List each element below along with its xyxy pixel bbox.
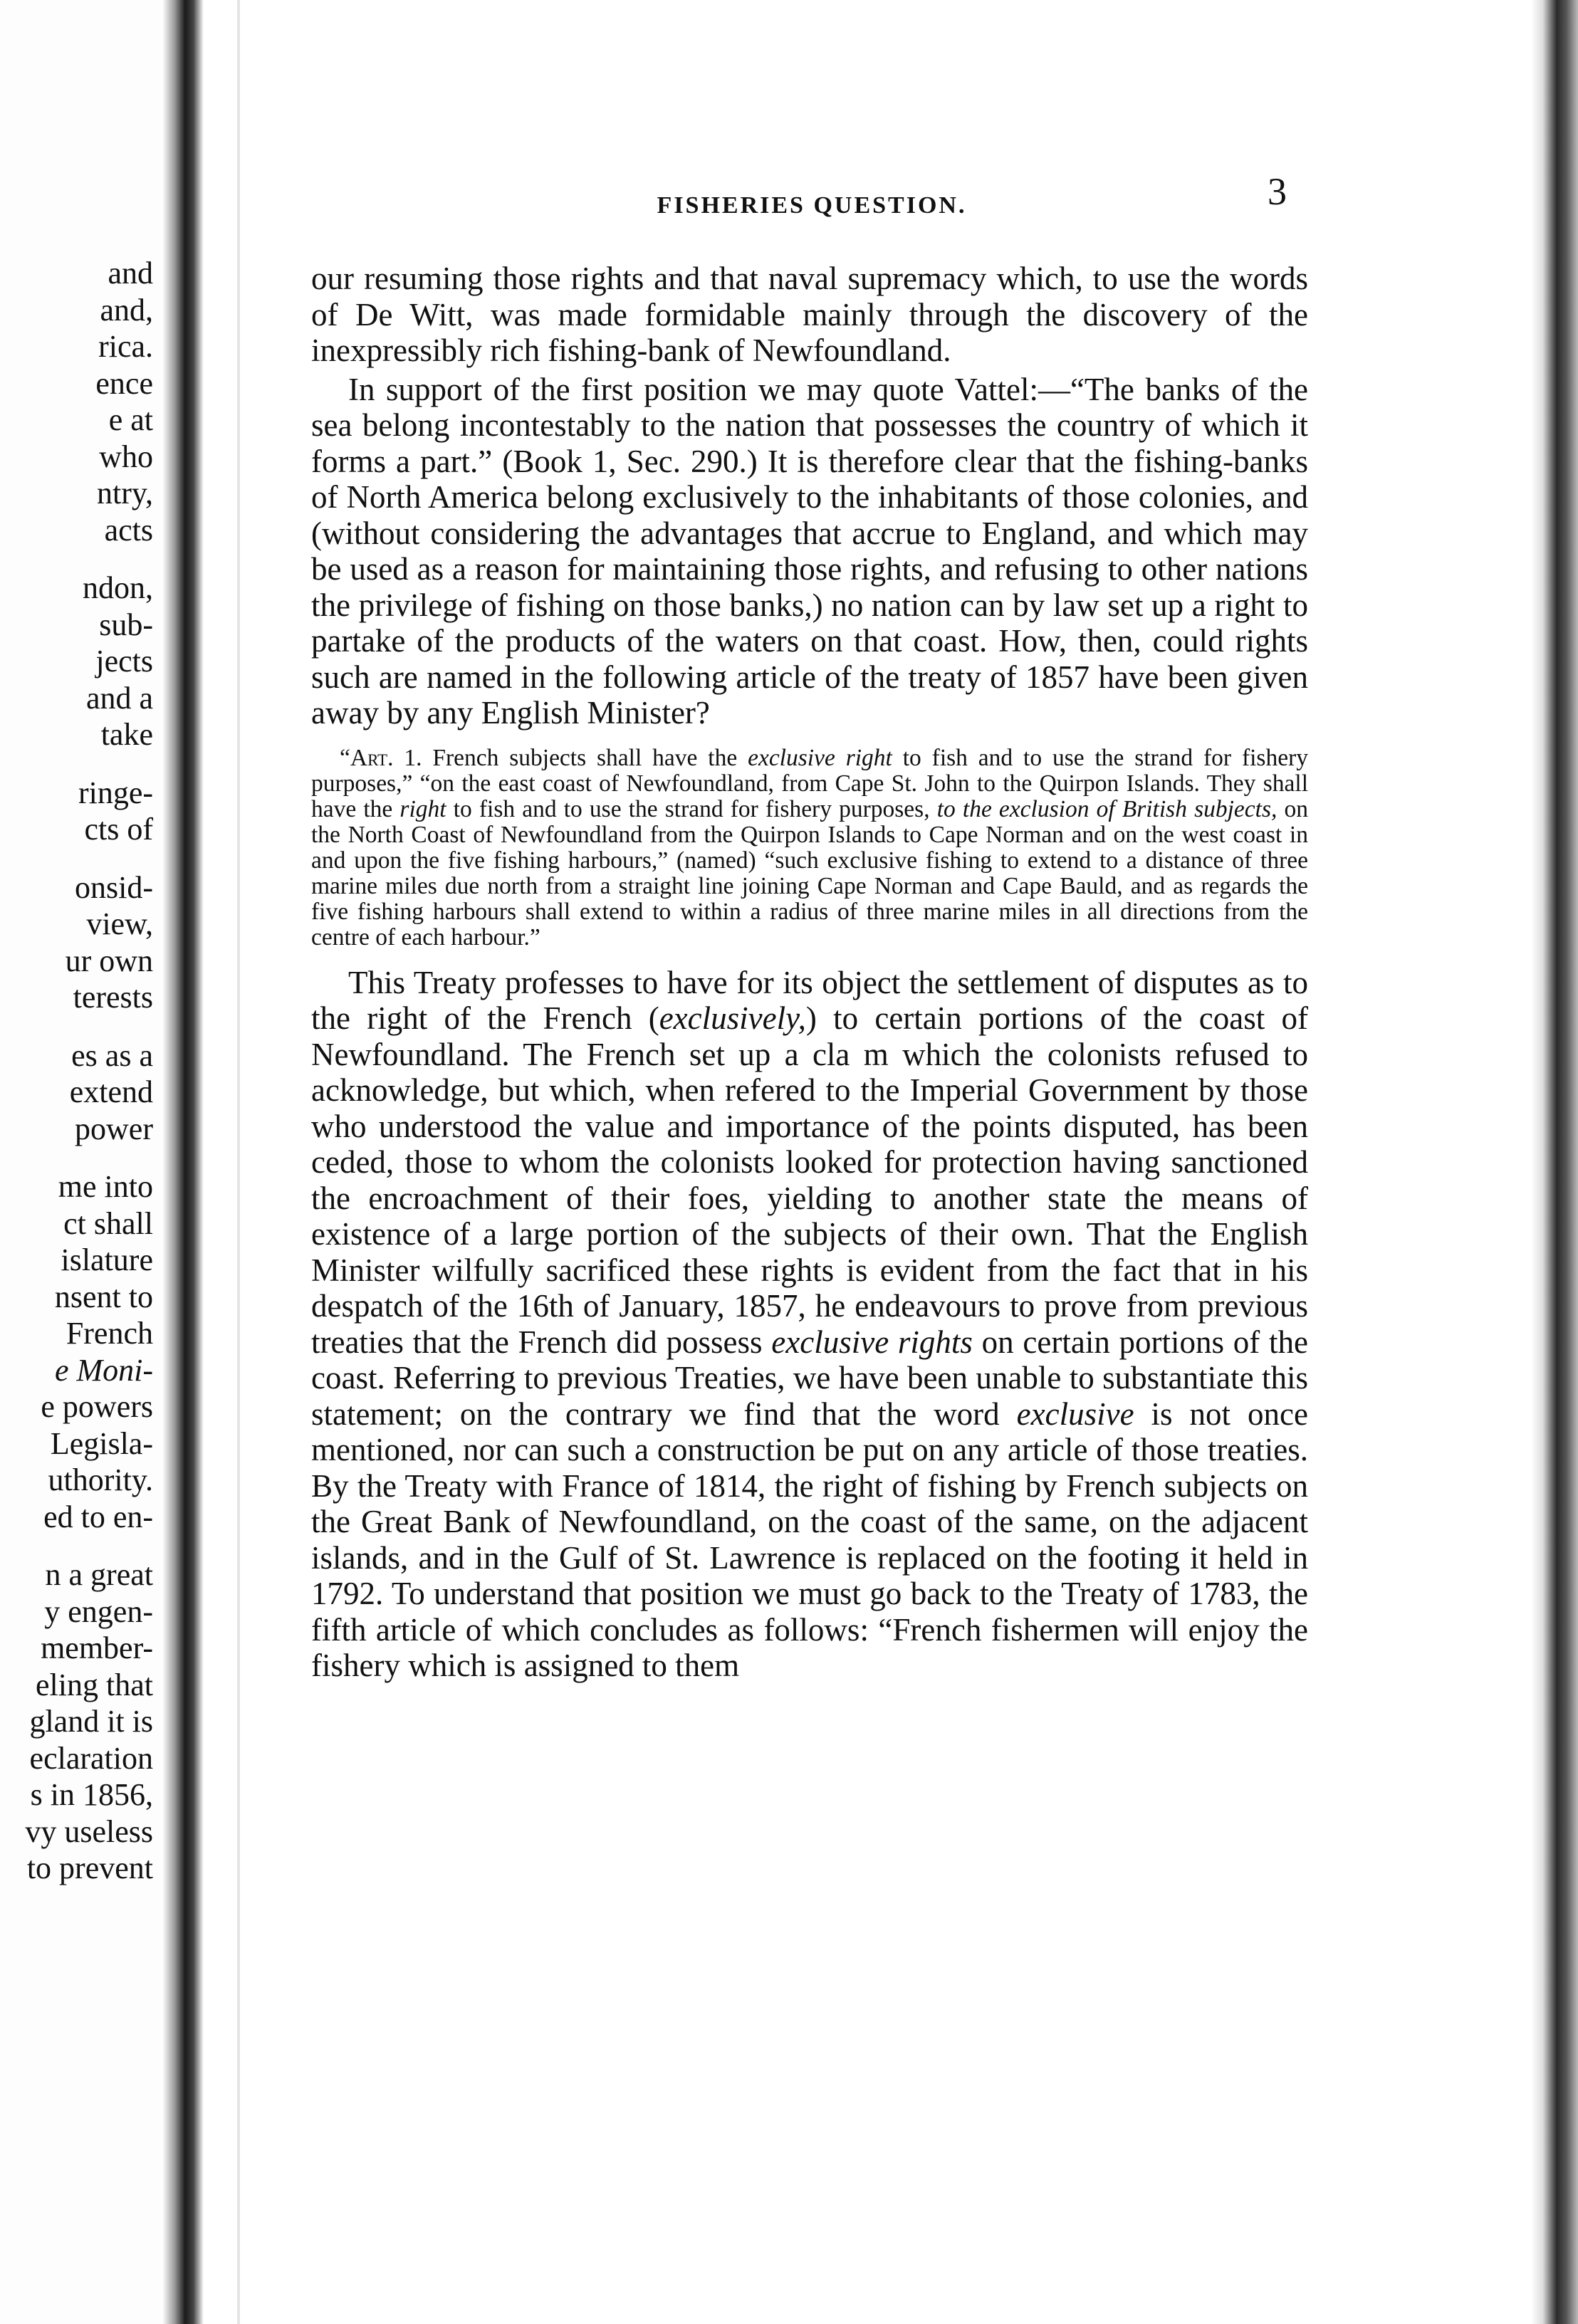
treaty-quote bbox=[311, 745, 1308, 951]
left-fragment-line: who bbox=[99, 439, 153, 474]
left-fragment-line: e powers bbox=[41, 1389, 153, 1424]
right-page-edge bbox=[1531, 0, 1578, 2324]
left-fragment-gap bbox=[0, 1016, 153, 1037]
paragraph-segment: ) to certain portions of the coast of Newfoundland. The French set up a cla m which the colonists refused to acknowledge, but which, when refered to the Imperial Government by those who understood the value and importance of the points disputed, has been ceded, those to whom the colonists looked for protection having sanctioned the encroachment of their foes, yielding to another state the means of existence of a large portion of the subjects of their own. That the English Minister wilfully sacrificed these rights is evident from the fact that in his despatch of the 16th of January, 1857, he endeavours to prove from previous treaties that the French did possess bbox=[311, 1000, 1309, 1360]
paragraph-emphasis: exclusive rights bbox=[771, 1324, 973, 1360]
main-text bbox=[311, 261, 1308, 1684]
left-fragment-line: extend bbox=[69, 1074, 153, 1109]
paragraph-segment: is not once mentioned, nor can such a construction be put on any article of those treaties. By the Treaty with France of 1814, the right of fishing by French subjects on the Great Bank of Newfoundland, on the coast of the same, on the adjacent islands, and in the Gulf of St. Lawrence is replaced on the footing it held in 1792. To understand that position we must go back to the Treaty of 1783, the fifth article of which concludes as follows: “French fishermen will enjoy the fishery which is assigned to them bbox=[311, 1396, 1309, 1683]
left-fragment-line: rica. bbox=[98, 329, 153, 364]
left-fragment-line: nsent to bbox=[54, 1279, 153, 1314]
left-fragment-line: e Moni- bbox=[54, 1352, 153, 1388]
quote-emphasis: exclusive right bbox=[748, 744, 892, 771]
left-fragment-line: uthority. bbox=[48, 1462, 153, 1497]
left-fragment-line: me into bbox=[58, 1169, 153, 1204]
left-fragment-line: n a great bbox=[45, 1557, 153, 1592]
page-number: 3 bbox=[1268, 170, 1287, 213]
paragraph-emphasis: exclusive bbox=[1016, 1396, 1134, 1432]
left-fragment-line: gland it is bbox=[29, 1704, 153, 1739]
page-fold-line bbox=[237, 0, 240, 2324]
left-fragment-line: ence bbox=[95, 365, 153, 401]
left-fragment-gap bbox=[0, 548, 153, 570]
quote-emphasis: to the exclusion of British subjects, bbox=[936, 795, 1277, 822]
left-fragment-gap bbox=[0, 1147, 153, 1168]
left-fragment-gap bbox=[0, 848, 153, 869]
book-gutter-shadow bbox=[162, 0, 204, 2324]
left-fragment-line: ur own bbox=[65, 943, 153, 978]
left-fragment-line: member- bbox=[41, 1631, 153, 1665]
quote-segment: French subjects shall have the bbox=[422, 744, 748, 771]
quote-emphasis: right bbox=[399, 795, 446, 822]
left-fragment-line: terests bbox=[73, 980, 153, 1015]
quote-segment: on the North Coast of Newfoundland from the Quirpon Islands to Cape Norman and on the west coast in and upon the five fishing harbours,” (named) “such exclusive fishing to extend to a distance of three marine miles due north from a straight line joining Cape Norman and Cape Bauld, and as regards the five fishing harbours shall extend to within a radius of three marine miles in all directions from the centre of each harbour.” bbox=[311, 795, 1309, 951]
paragraph-segment: on certain portions of the coast. Referring to previous Treaties, we have been unable to substantiate this statement; on the contrary we find that the word bbox=[311, 1324, 1308, 1432]
left-fragment-line: eling that bbox=[36, 1667, 153, 1702]
paragraph-2: In support of the first position we may quote Vattel:—“The banks of the sea belong incontestably to the nation that possesses the country of which it forms a part.” (Book 1, Sec. 290.) It is therefore clear that the fishing-banks of North America belong exclusively to the inhabitants of those colonies, and (without considering the advantages that accrue to England, and which may be used as a reason for maintaining those rights, and refusing to other nations the privilege of fishing on those banks,) no nation can by law set up a right to partake of the products of the waters on that coast. How, then, could rights such are named in the following article of the treaty of 1857 have been given away by any English Minister? bbox=[311, 371, 1308, 731]
left-fragment-line: ntry, bbox=[96, 476, 153, 511]
left-fragment-line: eclaration bbox=[29, 1740, 153, 1776]
paragraph-segment: This Treaty professes to have for its object the settlement of disputes as to the right of the French ( bbox=[311, 964, 1308, 1036]
left-fragment-line: and, bbox=[100, 292, 153, 328]
left-fragment-line: jects bbox=[95, 644, 153, 679]
left-fragment-gap bbox=[0, 1535, 153, 1556]
quote-segment: to fish and to use the strand for fishery purposes, bbox=[446, 795, 937, 822]
quote-open: “ bbox=[340, 744, 350, 771]
left-fragment-line: s in 1856, bbox=[30, 1777, 153, 1812]
left-fragment-line: and a bbox=[85, 680, 153, 716]
left-fragment-line: ed to en- bbox=[43, 1499, 153, 1534]
left-fragment-line: to prevent bbox=[26, 1851, 153, 1885]
paragraph-emphasis: exclusively, bbox=[659, 1000, 806, 1036]
left-fragment-line: cts of bbox=[84, 812, 153, 847]
paragraph-3 bbox=[311, 965, 1308, 1684]
left-fragment-line: ringe- bbox=[78, 775, 153, 810]
left-page-text-fragments bbox=[0, 255, 153, 1887]
left-page-edge bbox=[0, 0, 184, 2324]
left-fragment-line: view, bbox=[86, 906, 153, 941]
left-fragment-line: French bbox=[66, 1316, 153, 1351]
left-fragment-line: es as a bbox=[71, 1037, 153, 1073]
running-head: FISHERIES QUESTION. bbox=[657, 192, 967, 219]
quote-segment: to fish and to use the strand for fishery purposes,” “on the east coast of Newfoundland, from Cape St. John to the Quirpon Islands. They shall have the bbox=[311, 744, 1308, 822]
left-fragment-line: ct shall bbox=[63, 1205, 153, 1241]
left-fragment-gap bbox=[0, 753, 153, 775]
paragraph-1: our resuming those rights and that naval supremacy which, to use the words of De Witt, was made formidable mainly through the discovery of the inexpressibly rich fishing-bank of Newfoundland. bbox=[311, 261, 1308, 368]
left-fragment-line: onsid- bbox=[75, 869, 153, 905]
left-fragment-line: take bbox=[100, 717, 153, 752]
quote-article-label: Art. 1. bbox=[350, 744, 422, 771]
left-fragment-line: vy useless bbox=[25, 1813, 153, 1849]
left-fragment-line: Legisla- bbox=[50, 1425, 153, 1461]
left-fragment-line: ndon, bbox=[83, 570, 153, 605]
left-fragment-line: sub- bbox=[99, 607, 153, 642]
left-fragment-line: islature bbox=[61, 1242, 153, 1277]
left-fragment-line: power bbox=[75, 1111, 153, 1146]
left-fragment-line: acts bbox=[104, 512, 153, 548]
left-fragment-line: y engen- bbox=[44, 1593, 153, 1629]
left-fragment-line: e at bbox=[108, 402, 153, 437]
left-fragment-line: and bbox=[108, 256, 153, 290]
